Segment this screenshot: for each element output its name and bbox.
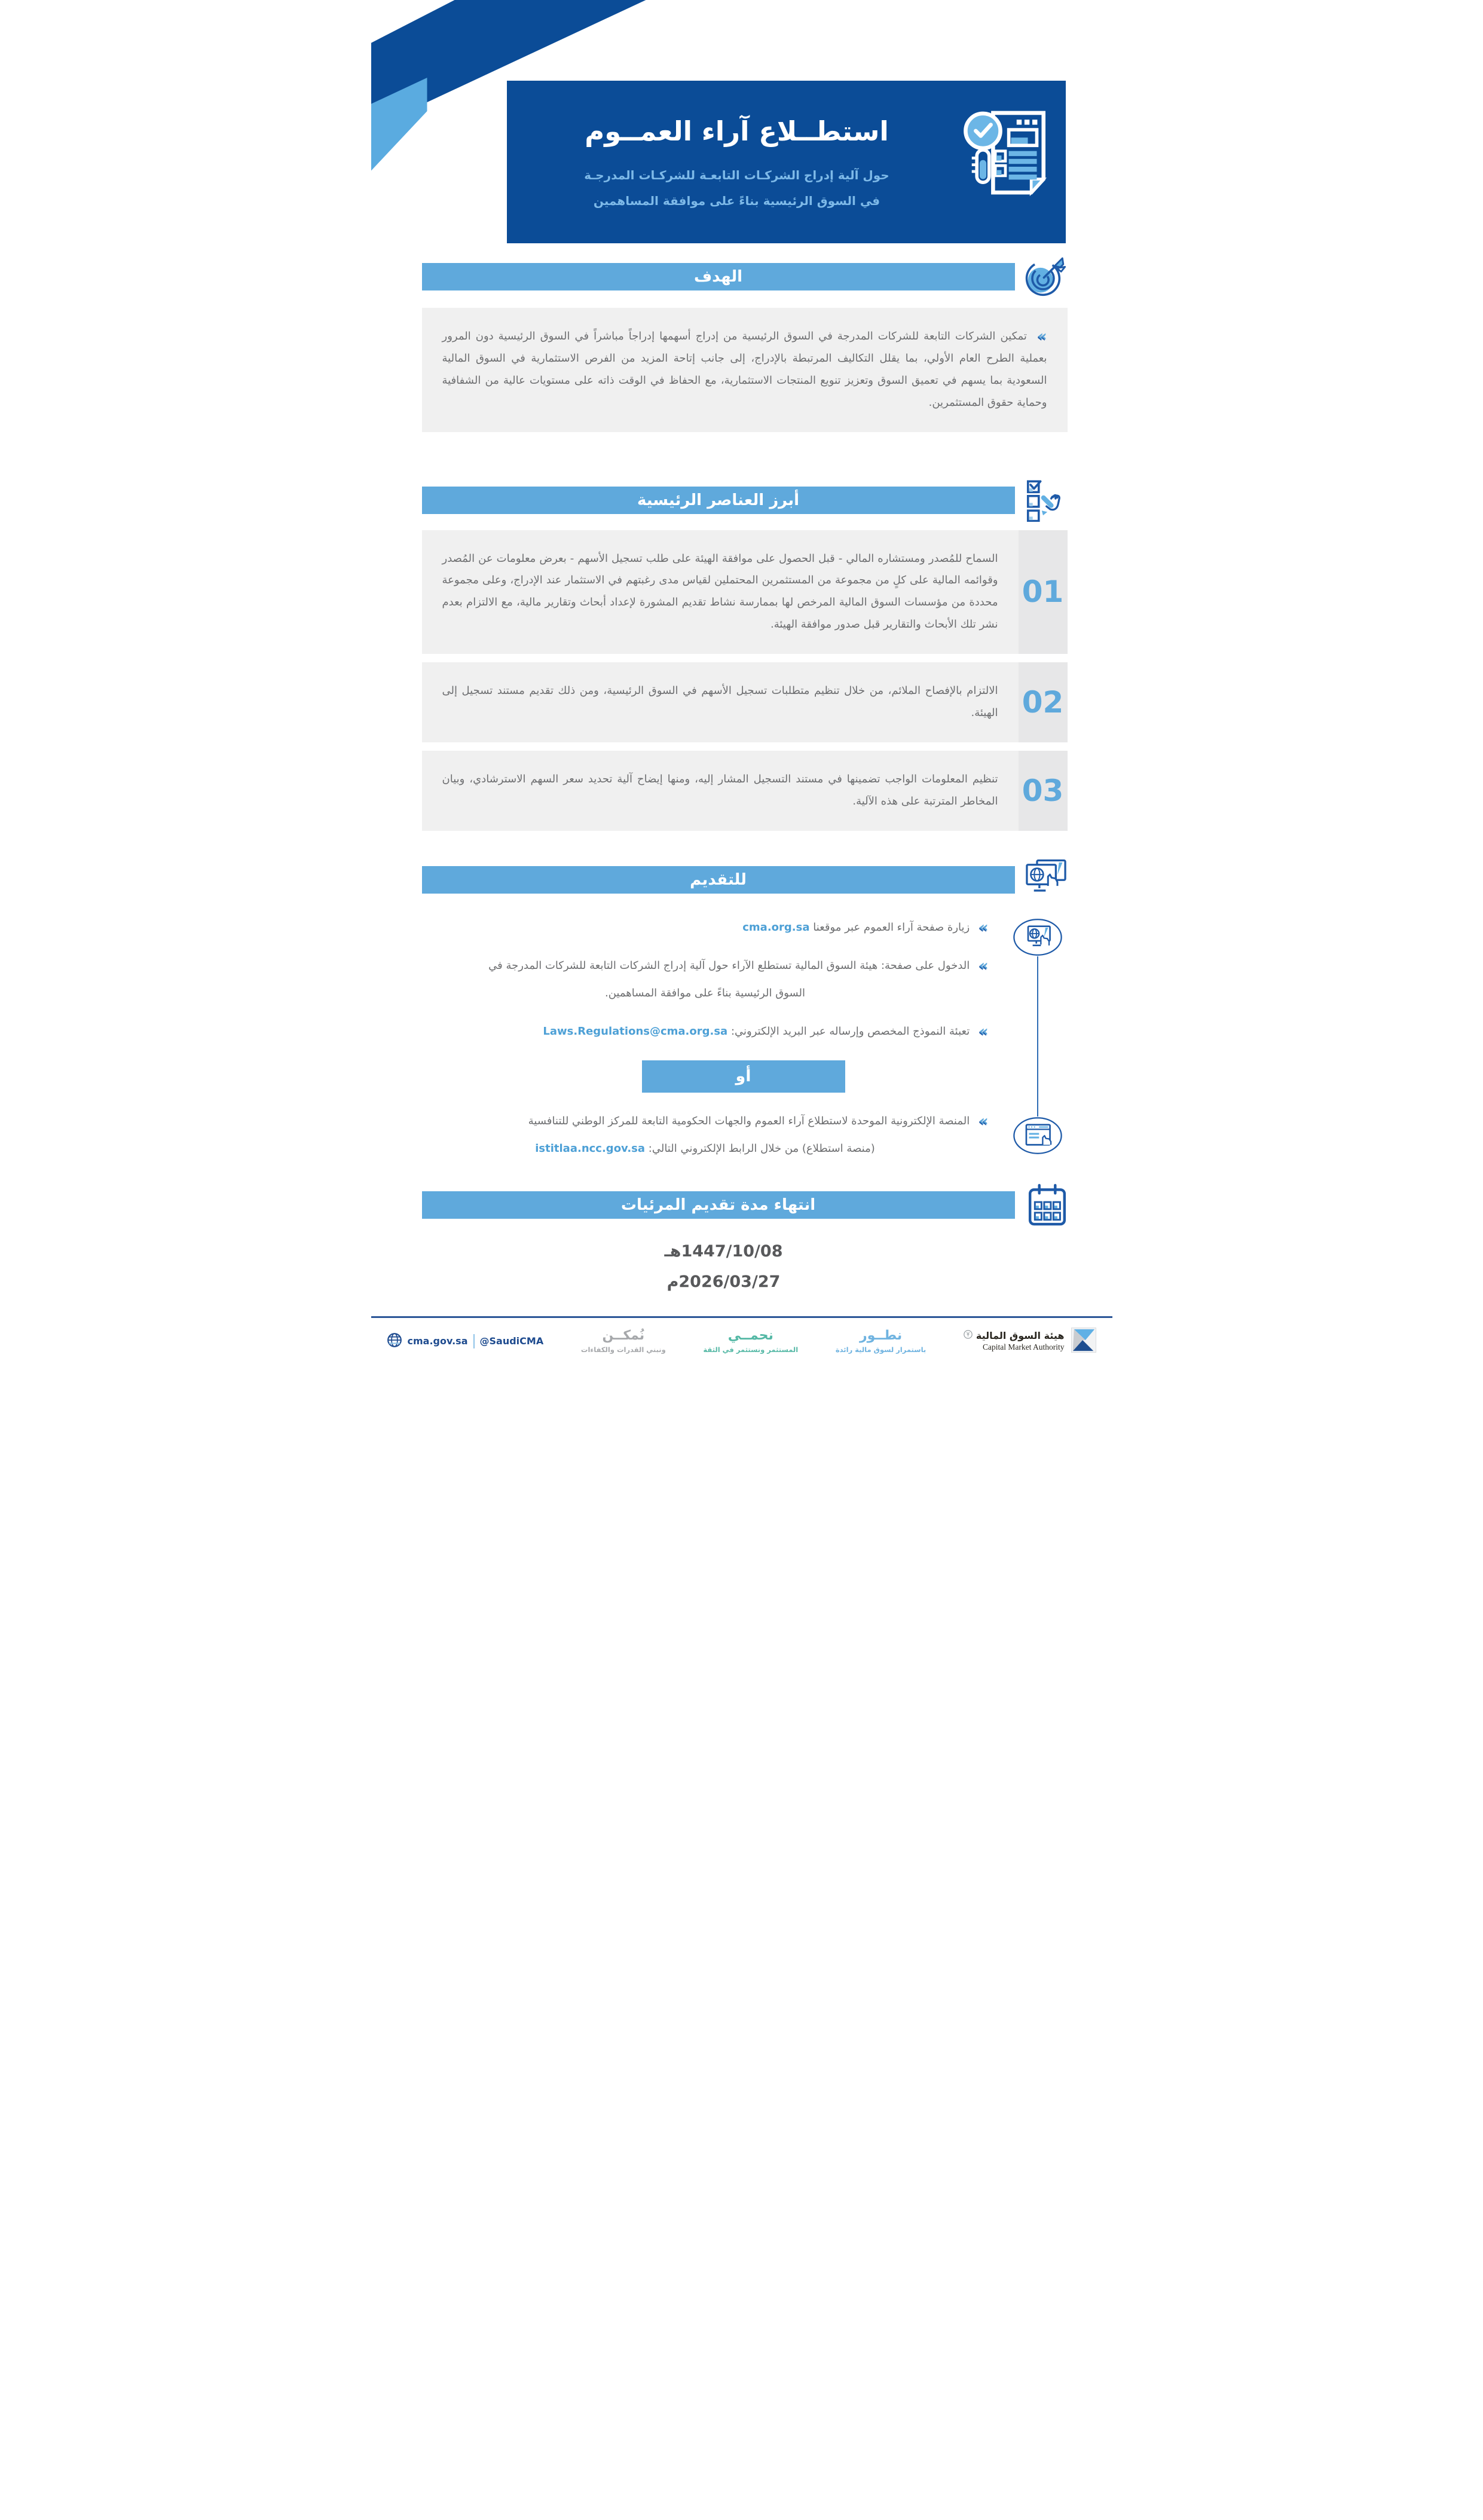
section-objective [371,255,1112,432]
submission-bullet-page [422,955,989,1004]
item-text: السماح للمُصدر ومستشاره المالي - قبل الحصول على موافقة الهيئة على طلب تسجيل الأسهم - بعرض معلومات عن المُصدر وقوائمه المالية على كلٍ من مجموعة من المستثمرين المحتملين لقياس مدى رغبتهم في الاستثمار عند الإدراج، وعلى مجموعة محددة من مؤسسات السوق المالية المرخص لها بممارسة نشاط تقديم المشورة لإعداد أبحاث وتقارير مالية، مع الالتزام بعدم نشر تلك الأبحاث والتقارير قبل صدور موافقة الهيئة. [442,552,998,631]
deadline-date-hijri: 1447/10/08هـ [664,1241,783,1261]
page-subtitle-line2: في السوق الرئيسية بناءً على موافقة المساهمين [593,194,880,208]
page-title: استطــلاع آراء العمــوم [585,115,889,147]
chevron-marker-icon: « [979,1112,989,1129]
item-number: 03 [1022,773,1064,808]
timeline-connector [1037,956,1038,1117]
bullet-text: المنصة الإلكترونية الموحدة لاستطلاع آراء العموم والجهات الحكومية التابعة للمركز الوطني للتنافسية [528,1114,970,1127]
item-number-strip [1019,530,1068,655]
key-element-item-3 [422,751,1068,831]
deadline-title-bar [422,1191,1015,1219]
key-elements-header-row [422,479,1068,522]
deadline-dates [422,1242,1026,1291]
organization-name-en: Capital Market Authority [982,1342,1065,1352]
monitor-globe-hand-icon [1025,858,1068,901]
item-number: 01 [1022,574,1064,610]
chevron-marker-icon: « [979,956,989,974]
slogan-word: نحمــي [727,1328,773,1344]
hero-banner [507,81,1066,243]
objective-title-bar [422,263,1015,290]
footer-website[interactable]: cma.gov.sa [407,1335,468,1347]
submission-body [422,917,1068,1160]
monitor-globe-circle-icon [1013,918,1063,956]
deadline-title: انتهاء مدة تقديم المرئيات [620,1195,816,1214]
bullet-text2: (منصة استطلاع) من خلال الرابط الإلكتروني التالي: [648,1142,875,1155]
objective-body-panel [422,308,1068,432]
footer [371,1316,1112,1369]
key-elements-title-bar [422,487,1015,514]
cma-logo [1071,1328,1096,1355]
item-text: الالتزام بالإفصاح الملائم، من خلال تنظيم متطلبات تسجيل الأسهم في السوق الرئيسية، ومن ذلك تقديم مستند تسجيل إلى الهيئة. [442,684,998,720]
slogan-nutawwir [836,1328,926,1354]
istitlaa-platform-link[interactable]: istitlaa.ncc.gov.sa [535,1142,646,1155]
section-submission [371,858,1112,1160]
key-elements-title: أبرز العناصر الرئيسية [637,491,800,509]
hero-text [507,81,1066,243]
organization-name-ar: هيئة السوق المالية [976,1330,1065,1342]
slogan-nahmi [703,1328,798,1354]
checklist-hand-icon [1025,479,1068,522]
or-divider-label: أو [642,1060,845,1093]
item-text: تنظيم المعلومات الواجب تضمينها في مستند التسجيل المشار إليه، ومنها إيضاح آلية تحديد سعر السهم الاسترشادي، وبيان المخاطر المترتبة على هذه الآلية. [442,772,998,808]
submission-title: للتقديم [690,870,747,889]
item-number: 02 [1022,685,1064,720]
slogan-subtitle: ونبني القدرات والكفاءات [580,1345,666,1354]
submission-title-bar [422,866,1015,894]
submission-bullet-visit [422,917,989,938]
bullet-text: زيارة صفحة آراء العموم عبر موقعنا [813,920,970,934]
cma-website-link[interactable]: cma.org.sa [742,920,810,934]
slogan-word: نُمكــن [602,1328,645,1344]
infographic-page [371,0,1112,1369]
regulations-email-link[interactable]: Laws.Regulations@cma.org.sa [543,1024,728,1038]
chevron-marker-icon: « [1037,328,1047,344]
palm-emblem-icon [964,1330,973,1341]
chevron-marker-icon: « [979,1022,989,1039]
slogan-subtitle: باستمرار لسوق مالية رائدة [835,1345,927,1354]
footer-organization [964,1328,1097,1355]
browser-hand-circle-icon [1013,1117,1063,1155]
key-element-item-2 [422,662,1068,742]
bullet-text-continuation [422,1138,989,1160]
footer-divider [473,1334,475,1348]
deadline-date-gregorian: 2026/03/27م [666,1272,781,1291]
item-number-strip [1019,662,1068,742]
deadline-header-row [422,1183,1068,1227]
key-element-item-1 [422,530,1068,655]
slogan-subtitle: المستثمر ونستثمر في الثقة [703,1345,799,1354]
section-deadline [371,1183,1112,1291]
bullet-text-continuation: السوق الرئيسية بناءً على موافقة المساهمين. [605,986,805,999]
submission-header-row [422,858,1068,901]
submission-timeline [1011,918,1064,1155]
organization-names [964,1330,1065,1352]
page-subtitle [531,163,943,214]
page-subtitle-line1: حول آلية إدراج الشركـات التابعـة للشركـات المدرجـة [584,168,889,182]
objective-title: الهدف [693,268,743,286]
globe-icon [387,1332,402,1350]
submission-bullet-form [422,1021,989,1042]
bullet-text: تعبئة النموذج المخصص وإرساله عبر البريد الإلكتروني: [730,1024,970,1038]
slogan-word: نطــور [859,1328,903,1344]
organization-name-ar-row [964,1330,1065,1341]
bullet-text: الدخول على صفحة: هيئة السوق المالية تستطلع الآراء حول آلية إدراج الشركات التابعة للشركات المدرجة في [488,959,970,972]
chevron-marker-icon: « [979,918,989,935]
target-icon [1025,255,1068,298]
objective-body-text: تمكين الشركات التابعة للشركات المدرجة في السوق الرئيسية من إدراج أسهمها إدراجاً مباشراً في السوق الرئيسية دون المرور بعملية الطرح العام الأولي، بما يقلل التكاليف المرتبطة بالإدراج، إلى جانب إتاحة المزيد من الفرص الاستثمارية في السوق المالية السعودية بما يسهم في تعميق السوق وتعزيز تنويع المنتجات الاستثمارية، مع الحفاظ في الوقت ذاته على مستويات عالية من الشفافية وحماية حقوق المستثمرين. [442,330,1047,409]
footer-contact [387,1332,544,1350]
submission-bullet-platform [422,1111,989,1160]
footer-social-handle[interactable]: @SaudiCMA [479,1335,544,1347]
item-number-strip [1019,751,1068,831]
objective-header-row [422,255,1068,298]
calendar-icon [1025,1183,1068,1227]
slogan-numakkin [581,1328,666,1354]
section-key-elements [371,479,1112,831]
